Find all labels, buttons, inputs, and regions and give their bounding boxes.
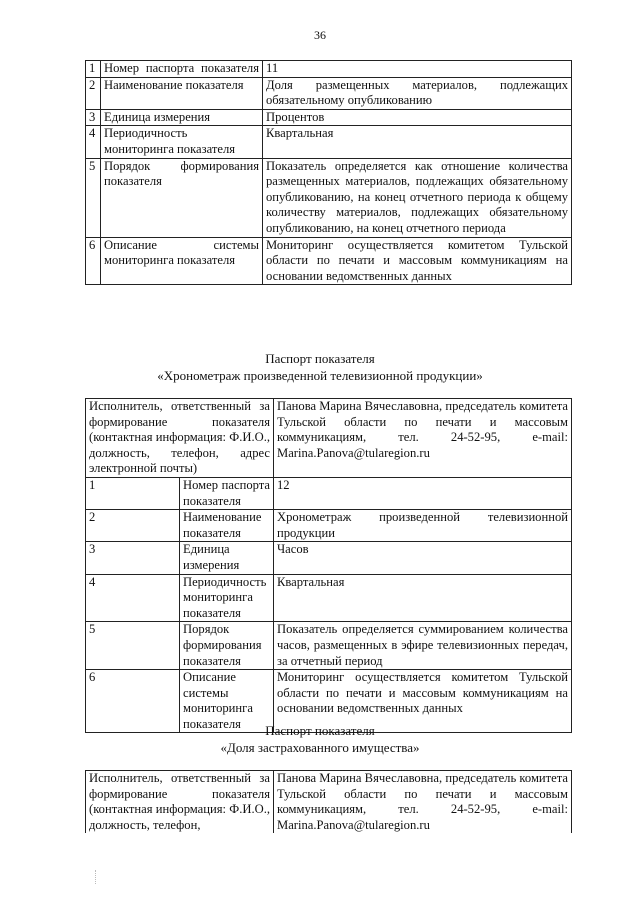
row-label: Номер паспорта показателя xyxy=(180,477,274,509)
table-row xyxy=(86,477,572,509)
row-number: 2 xyxy=(86,510,180,542)
row-number: 5 xyxy=(86,158,101,237)
row-value: Показатель определяется суммированием количества часов, размещенных в эфире телевизионных передач, за отчетный период xyxy=(274,622,572,670)
section2-title: Паспорт показателя xyxy=(265,351,375,366)
row-number: 3 xyxy=(86,542,180,574)
table-row xyxy=(86,158,572,237)
row-value: Мониторинг осуществляется комитетом Тульской области по печати и массовым коммуникациям на основании ведомственных данных xyxy=(274,670,572,733)
row-label: Единица измерения xyxy=(180,542,274,574)
row-label: Единица измерения xyxy=(101,109,263,126)
row-label: Номер паспорта показателя xyxy=(101,61,263,78)
row-value: 11 xyxy=(263,61,572,78)
table-row xyxy=(86,622,572,670)
row-value: Часов xyxy=(274,542,572,574)
row-value: Процентов xyxy=(263,109,572,126)
row-number: 3 xyxy=(86,109,101,126)
row-value: Показатель определяется как отношение количества размещенных материалов, подлежащих обязательному опубликованию, на конец отчетного периода к общему количеству материалов, подлежащих обязательному опубликованию, на конец отчетного периода xyxy=(263,158,572,237)
table-row xyxy=(86,61,572,78)
row-number: 1 xyxy=(86,477,180,509)
passport-table-12 xyxy=(85,398,572,733)
row-label: Периодичность мониторинга показателя xyxy=(180,574,274,622)
row-number: 5 xyxy=(86,622,180,670)
row-label: Периодичность мониторинга показателя xyxy=(101,126,263,158)
executor-label: Исполнитель, ответственный за формирование показателя (контактная информация: Ф.И.О., должность, телефон, адрес электронной почты) xyxy=(86,399,274,478)
row-value: Квартальная xyxy=(263,126,572,158)
table-row xyxy=(86,77,572,109)
executor-value: Панова Марина Вячеславовна, председатель комитета Тульской области по печати и массовым коммуникациям, тел. 24-52-95, e-mail: Marina.Panova@tularegion.ru xyxy=(274,771,572,834)
table-row xyxy=(86,542,572,574)
scan-mark xyxy=(95,870,98,884)
row-value: Мониторинг осуществляется комитетом Тульской области по печати и массовым коммуникациям на основании ведомственных данных xyxy=(263,237,572,285)
row-label: Порядок формирования показателя xyxy=(101,158,263,237)
row-label: Описание системы мониторинга показателя xyxy=(180,670,274,733)
row-value: 12 xyxy=(274,477,572,509)
row-number: 2 xyxy=(86,77,101,109)
section3-title: Паспорт показателя xyxy=(265,723,375,738)
row-number: 6 xyxy=(86,670,180,733)
passport-table-11 xyxy=(85,60,572,285)
executor-value: Панова Марина Вячеславовна, председатель комитета Тульской области по печати и массовым коммуникациям, тел. 24-52-95, e-mail: Marina.Panova@tularegion.ru xyxy=(274,399,572,478)
executor-row xyxy=(86,399,572,478)
row-label: Наименование показателя xyxy=(101,77,263,109)
page-number: 36 xyxy=(314,28,326,42)
table-row xyxy=(86,126,572,158)
row-number: 6 xyxy=(86,237,101,285)
row-value: Доля размещенных материалов, подлежащих обязательному опубликованию xyxy=(263,77,572,109)
table-row xyxy=(86,237,572,285)
row-number: 4 xyxy=(86,126,101,158)
table-row xyxy=(86,109,572,126)
executor-row xyxy=(86,771,572,834)
section3-subtitle: «Доля застрахованного имущества» xyxy=(220,740,420,755)
row-label: Наименование показателя xyxy=(180,510,274,542)
row-value: Хронометраж произведенной телевизионной продукции xyxy=(274,510,572,542)
section2-subtitle: «Хронометраж произведенной телевизионной продукции» xyxy=(157,368,483,383)
row-value: Квартальная xyxy=(274,574,572,622)
executor-label: Исполнитель, ответственный за формирование показателя (контактная информация: Ф.И.О., должность, телефон, xyxy=(86,771,274,834)
row-label: Порядок формирования показателя xyxy=(180,622,274,670)
row-number: 1 xyxy=(86,61,101,78)
row-label: Описание системы мониторинга показателя xyxy=(101,237,263,285)
table-row xyxy=(86,574,572,622)
table-row xyxy=(86,510,572,542)
row-number: 4 xyxy=(86,574,180,622)
passport-table-13 xyxy=(85,770,572,833)
